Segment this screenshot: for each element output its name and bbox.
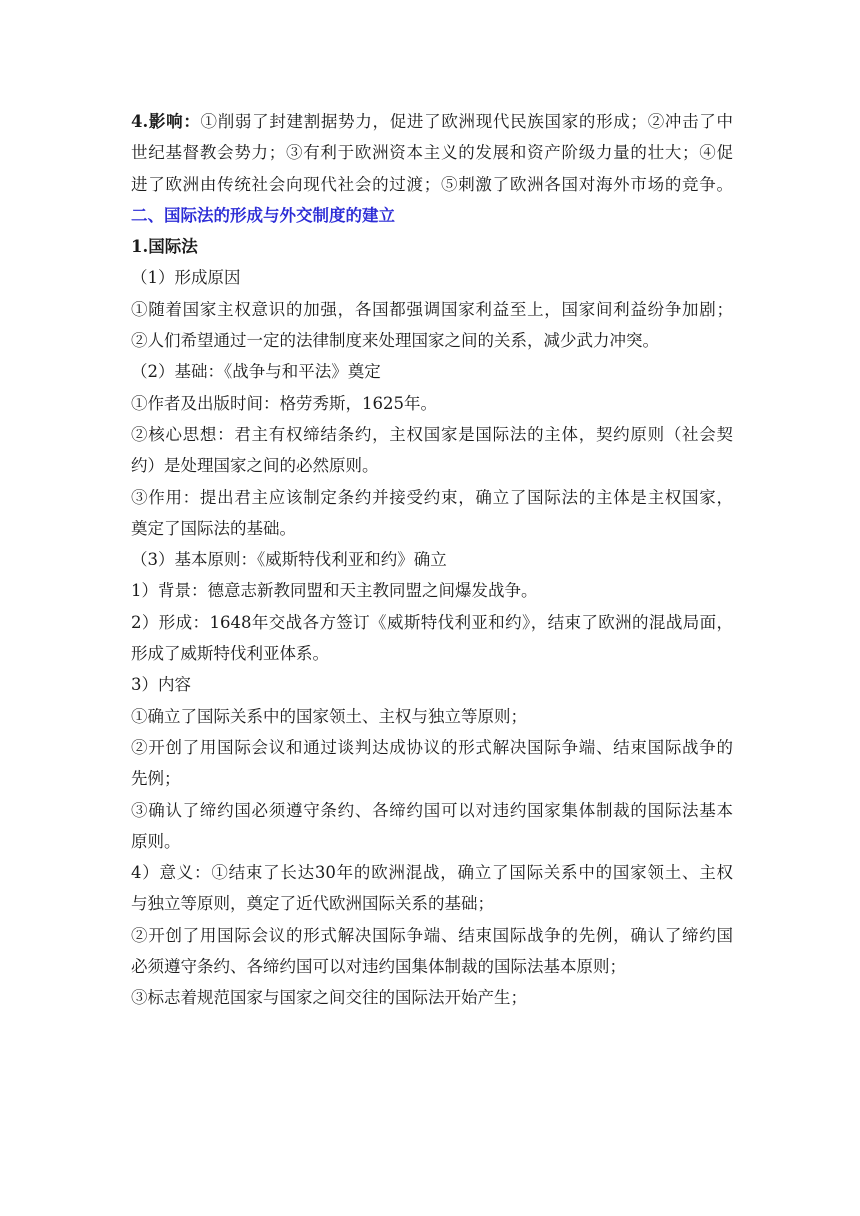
- paragraph-line: ①作者及出版时间：格劳秀斯，1625年。: [131, 393, 437, 413]
- paragraph-line: （2）基础：《战争与和平法》奠定: [131, 362, 381, 382]
- paragraph-line: ①随着国家主权意识的加强，各国都强调国家利益至上，国家间利益纷争加剧；: [131, 299, 733, 319]
- paragraph-line: ②核心思想：君主有权缔结条约，主权国家是国际法的主体，契约原则（社会契: [131, 424, 733, 444]
- paragraph-line: 原则。: [131, 831, 181, 851]
- paragraph-line: ③标志着规范国家与国家之间交往的国际法开始产生；: [131, 988, 527, 1008]
- paragraph-line: ②人们希望通过一定的法律制度来处理国家之间的关系，减少武力冲突。: [131, 331, 659, 351]
- paragraph-line: 4）意义：①结束了长达30年的欧洲混战，确立了国际关系中的国家领土、主权: [131, 863, 733, 883]
- paragraph-line: ②开创了用国际会议的形式解决国际争端、结束国际战争的先例，确认了缔约国: [131, 925, 733, 945]
- paragraph-line: 3）内容: [131, 675, 191, 695]
- paragraph-line: ③确认了缔约国必须遵守条约、各缔约国可以对违约国家集体制裁的国际法基本: [131, 800, 733, 820]
- paragraph-line: 先例；: [131, 769, 181, 789]
- paragraph-line: ③作用：提出君主应该制定条约并接受约束，确立了国际法的主体是主权国家，: [131, 487, 733, 507]
- paragraph-line: 形成了威斯特伐利亚体系。: [131, 644, 329, 664]
- paragraph-line: 必须遵守条约、各缔约国可以对违约国集体制裁的国际法基本原则；: [131, 957, 626, 977]
- section-label: 4.影响：: [131, 112, 201, 131]
- paragraph-line: ①确立了国际关系中的国家领土、主权与独立等原则；: [131, 706, 527, 726]
- paragraph-line: 2）形成：1648年交战各方签订《威斯特伐利亚和约》，结束了欧洲的混战局面，: [131, 612, 733, 632]
- paragraph-line: （1）形成原因: [131, 268, 241, 288]
- paragraph-line: 约）是处理国家之间的必然原则。: [131, 456, 379, 476]
- line-text: ①削弱了封建割据势力，促进了欧洲现代民族国家的形成；②冲击了中: [200, 112, 733, 131]
- paragraph-line: 世纪基督教会势力；③有利于欧洲资本主义的发展和资产阶级力量的壮大；④促: [131, 143, 733, 163]
- paragraph-line: ②开创了用国际会议和通过谈判达成协议的形式解决国际争端、结束国际战争的: [131, 737, 733, 757]
- paragraph-line: 进了欧洲由传统社会向现代社会的过渡；⑤刺激了欧洲各国对海外市场的竞争。: [131, 174, 733, 194]
- paragraph-line: （3）基本原则：《威斯特伐利亚和约》确立: [131, 550, 447, 570]
- subsection-heading: 1.国际法: [131, 237, 198, 257]
- paragraph-line: 1）背景：德意志新教同盟和天主教同盟之间爆发战争。: [131, 581, 538, 601]
- paragraph-line: 奠定了国际法的基础。: [131, 518, 296, 538]
- document-body: [131, 106, 733, 1014]
- paragraph-line: 与独立等原则，奠定了近代欧洲国际关系的基础；: [131, 894, 494, 914]
- section-heading: 二、国际法的形成与外交制度的建立: [131, 205, 395, 225]
- paragraph-line: [131, 106, 733, 137]
